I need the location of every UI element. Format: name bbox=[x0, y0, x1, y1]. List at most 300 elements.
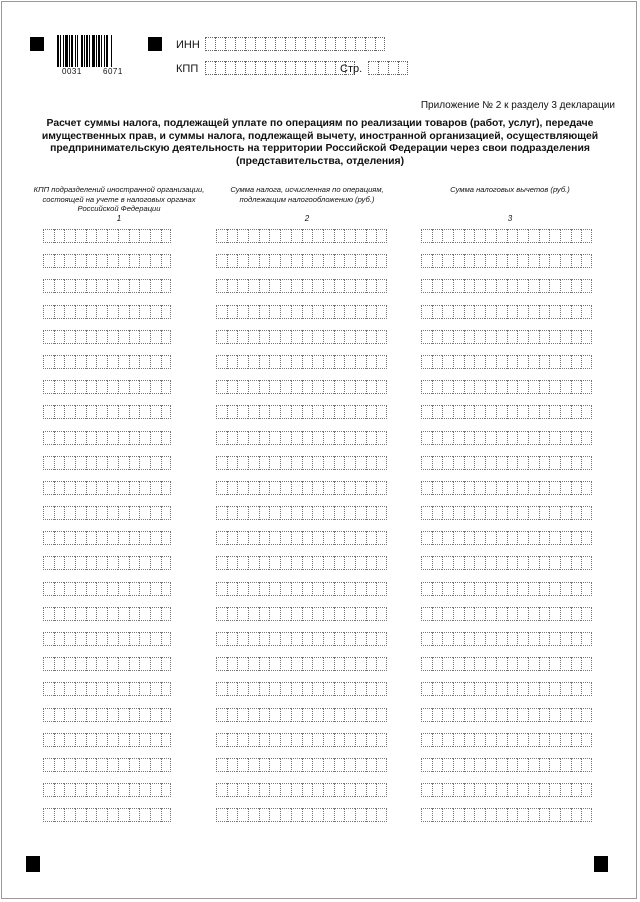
entry-cell[interactable] bbox=[280, 758, 291, 772]
entry-cell[interactable] bbox=[139, 506, 150, 520]
entry-cell[interactable] bbox=[312, 229, 323, 243]
entry-cell[interactable] bbox=[334, 657, 345, 671]
entry-cell[interactable] bbox=[376, 254, 387, 268]
entry-cell[interactable] bbox=[280, 279, 291, 293]
entry-cell[interactable] bbox=[442, 506, 453, 520]
entry-cell[interactable] bbox=[334, 758, 345, 772]
entry-cell[interactable] bbox=[64, 531, 75, 545]
entry-cell[interactable] bbox=[549, 254, 560, 268]
entry-cell[interactable] bbox=[269, 405, 280, 419]
column-2-entry-row[interactable] bbox=[216, 682, 387, 696]
entry-cell[interactable] bbox=[496, 808, 507, 822]
entry-cell[interactable] bbox=[528, 708, 539, 722]
entry-cell[interactable] bbox=[248, 229, 259, 243]
entry-cell[interactable] bbox=[161, 355, 172, 369]
entry-cell[interactable] bbox=[560, 506, 571, 520]
entry-cell[interactable] bbox=[86, 808, 97, 822]
entry-cell[interactable] bbox=[54, 758, 65, 772]
entry-cell[interactable] bbox=[485, 305, 496, 319]
entry-cell[interactable] bbox=[474, 657, 485, 671]
column-1-entry-row[interactable] bbox=[43, 733, 171, 747]
entry-cell[interactable] bbox=[442, 632, 453, 646]
column-1-entry-row[interactable] bbox=[43, 279, 171, 293]
entry-cell[interactable] bbox=[549, 305, 560, 319]
column-1-entry-row[interactable] bbox=[43, 380, 171, 394]
entry-cell[interactable] bbox=[432, 229, 443, 243]
entry-cell[interactable] bbox=[334, 506, 345, 520]
entry-cell[interactable] bbox=[344, 808, 355, 822]
entry-cell[interactable] bbox=[86, 355, 97, 369]
entry-cell[interactable] bbox=[344, 405, 355, 419]
entry-cell[interactable] bbox=[269, 355, 280, 369]
entry-cell[interactable] bbox=[161, 481, 172, 495]
entry-cell[interactable] bbox=[216, 783, 227, 797]
entry-cell[interactable] bbox=[517, 355, 528, 369]
entry-cell[interactable] bbox=[355, 330, 366, 344]
entry-cell[interactable] bbox=[507, 431, 518, 445]
entry-cell[interactable] bbox=[280, 607, 291, 621]
column-3-entry-row[interactable] bbox=[421, 783, 592, 797]
entry-cell[interactable] bbox=[227, 531, 238, 545]
entry-cell[interactable] bbox=[150, 380, 161, 394]
entry-cell[interactable] bbox=[421, 682, 432, 696]
entry-cell[interactable] bbox=[54, 783, 65, 797]
entry-cell[interactable] bbox=[474, 531, 485, 545]
column-3-entry-row[interactable] bbox=[421, 657, 592, 671]
entry-cell[interactable] bbox=[442, 556, 453, 570]
entry-cell[interactable] bbox=[474, 431, 485, 445]
entry-cell[interactable] bbox=[259, 632, 270, 646]
entry-cell[interactable] bbox=[129, 682, 140, 696]
entry-cell[interactable] bbox=[496, 657, 507, 671]
entry-cell[interactable] bbox=[302, 758, 313, 772]
entry-cell[interactable] bbox=[280, 531, 291, 545]
entry-cell[interactable] bbox=[216, 279, 227, 293]
entry-cell[interactable] bbox=[539, 431, 550, 445]
entry-cell[interactable] bbox=[96, 708, 107, 722]
entry-cell[interactable] bbox=[485, 531, 496, 545]
entry-cell[interactable] bbox=[571, 733, 582, 747]
entry-cell[interactable] bbox=[227, 556, 238, 570]
entry-cell[interactable] bbox=[464, 531, 475, 545]
entry-cell[interactable] bbox=[107, 380, 118, 394]
entry-cell[interactable] bbox=[269, 632, 280, 646]
entry-cell[interactable] bbox=[464, 682, 475, 696]
entry-cell[interactable] bbox=[517, 607, 528, 621]
entry-cell[interactable] bbox=[334, 682, 345, 696]
entry-cell[interactable] bbox=[96, 355, 107, 369]
column-2-entry-row[interactable] bbox=[216, 254, 387, 268]
entry-cell[interactable] bbox=[248, 355, 259, 369]
entry-cell[interactable] bbox=[227, 355, 238, 369]
entry-cell[interactable] bbox=[302, 808, 313, 822]
entry-cell[interactable] bbox=[571, 783, 582, 797]
entry-cell[interactable] bbox=[237, 279, 248, 293]
entry-cell[interactable] bbox=[118, 506, 129, 520]
entry-cell[interactable] bbox=[344, 582, 355, 596]
entry-cell[interactable] bbox=[161, 506, 172, 520]
entry-cell[interactable] bbox=[259, 607, 270, 621]
entry-cell[interactable] bbox=[118, 229, 129, 243]
entry-cell[interactable] bbox=[107, 607, 118, 621]
entry-cell[interactable] bbox=[129, 708, 140, 722]
column-1-entry-row[interactable] bbox=[43, 481, 171, 495]
entry-cell[interactable] bbox=[496, 330, 507, 344]
entry-cell[interactable] bbox=[571, 355, 582, 369]
entry-cell[interactable] bbox=[291, 808, 302, 822]
entry-cell[interactable] bbox=[227, 456, 238, 470]
entry-cell[interactable] bbox=[442, 783, 453, 797]
entry-cell[interactable] bbox=[421, 657, 432, 671]
column-3-entry-row[interactable] bbox=[421, 632, 592, 646]
entry-cell[interactable] bbox=[139, 708, 150, 722]
entry-cell[interactable] bbox=[161, 657, 172, 671]
entry-cell[interactable] bbox=[432, 783, 443, 797]
entry-cell[interactable] bbox=[237, 254, 248, 268]
entry-cell[interactable] bbox=[118, 657, 129, 671]
entry-cell[interactable] bbox=[118, 279, 129, 293]
entry-cell[interactable] bbox=[280, 481, 291, 495]
entry-cell[interactable] bbox=[64, 582, 75, 596]
entry-cell[interactable] bbox=[549, 355, 560, 369]
entry-cell[interactable] bbox=[549, 431, 560, 445]
entry-cell[interactable] bbox=[107, 531, 118, 545]
column-3-entry-row[interactable] bbox=[421, 708, 592, 722]
entry-cell[interactable] bbox=[496, 355, 507, 369]
entry-cell[interactable] bbox=[150, 708, 161, 722]
entry-cell[interactable] bbox=[507, 405, 518, 419]
entry-cell[interactable] bbox=[517, 531, 528, 545]
entry-cell[interactable] bbox=[539, 405, 550, 419]
entry-cell[interactable] bbox=[517, 733, 528, 747]
entry-cell[interactable] bbox=[421, 405, 432, 419]
entry-cell[interactable] bbox=[571, 758, 582, 772]
entry-cell[interactable] bbox=[129, 607, 140, 621]
entry-cell[interactable] bbox=[216, 708, 227, 722]
entry-cell[interactable] bbox=[496, 733, 507, 747]
entry-cell[interactable] bbox=[376, 229, 387, 243]
entry-cell[interactable] bbox=[312, 405, 323, 419]
entry-cell[interactable] bbox=[421, 531, 432, 545]
entry-cell[interactable] bbox=[280, 582, 291, 596]
entry-cell[interactable] bbox=[43, 607, 54, 621]
column-2-entry-row[interactable] bbox=[216, 808, 387, 822]
entry-cell[interactable] bbox=[442, 607, 453, 621]
entry-cell[interactable] bbox=[485, 254, 496, 268]
entry-cell[interactable] bbox=[442, 305, 453, 319]
entry-cell[interactable] bbox=[496, 254, 507, 268]
entry-cell[interactable] bbox=[75, 431, 86, 445]
entry-cell[interactable] bbox=[54, 305, 65, 319]
column-1-entry-row[interactable] bbox=[43, 330, 171, 344]
entry-cell[interactable] bbox=[474, 733, 485, 747]
entry-cell[interactable] bbox=[302, 632, 313, 646]
entry-cell[interactable] bbox=[54, 733, 65, 747]
entry-cell[interactable] bbox=[528, 355, 539, 369]
entry-cell[interactable] bbox=[107, 456, 118, 470]
entry-cell[interactable] bbox=[64, 254, 75, 268]
entry-cell[interactable] bbox=[64, 305, 75, 319]
entry-cell[interactable] bbox=[496, 305, 507, 319]
entry-cell[interactable] bbox=[107, 556, 118, 570]
entry-cell[interactable] bbox=[581, 582, 592, 596]
entry-cell[interactable] bbox=[129, 355, 140, 369]
entry-cell[interactable] bbox=[355, 556, 366, 570]
entry-cell[interactable] bbox=[474, 808, 485, 822]
entry-cell[interactable] bbox=[161, 531, 172, 545]
entry-cell[interactable] bbox=[432, 254, 443, 268]
entry-cell[interactable] bbox=[259, 355, 270, 369]
entry-cell[interactable] bbox=[64, 708, 75, 722]
entry-cell[interactable] bbox=[376, 481, 387, 495]
entry-cell[interactable] bbox=[96, 808, 107, 822]
entry-cell[interactable] bbox=[269, 506, 280, 520]
entry-cell[interactable] bbox=[496, 405, 507, 419]
entry-cell[interactable] bbox=[312, 808, 323, 822]
entry-cell[interactable] bbox=[259, 229, 270, 243]
entry-cell[interactable] bbox=[248, 758, 259, 772]
entry-cell[interactable] bbox=[248, 733, 259, 747]
entry-cell[interactable] bbox=[248, 305, 259, 319]
entry-cell[interactable] bbox=[376, 783, 387, 797]
entry-cell[interactable] bbox=[259, 708, 270, 722]
entry-cell[interactable] bbox=[216, 305, 227, 319]
entry-cell[interactable] bbox=[323, 254, 334, 268]
entry-cell[interactable] bbox=[291, 355, 302, 369]
entry-cell[interactable] bbox=[86, 758, 97, 772]
entry-cell[interactable] bbox=[96, 582, 107, 596]
entry-cell[interactable] bbox=[86, 330, 97, 344]
entry-cell[interactable] bbox=[485, 506, 496, 520]
entry-cell[interactable] bbox=[571, 456, 582, 470]
entry-cell[interactable] bbox=[355, 481, 366, 495]
entry-cell[interactable] bbox=[237, 682, 248, 696]
entry-cell[interactable] bbox=[376, 556, 387, 570]
entry-cell[interactable] bbox=[432, 456, 443, 470]
entry-cell[interactable] bbox=[581, 531, 592, 545]
entry-cell[interactable] bbox=[474, 254, 485, 268]
entry-cell[interactable] bbox=[528, 229, 539, 243]
entry-cell[interactable] bbox=[96, 481, 107, 495]
entry-cell[interactable] bbox=[302, 330, 313, 344]
entry-cell[interactable] bbox=[129, 330, 140, 344]
entry-cell[interactable] bbox=[291, 708, 302, 722]
entry-cell[interactable] bbox=[312, 632, 323, 646]
entry-cell[interactable] bbox=[86, 405, 97, 419]
entry-cell[interactable] bbox=[474, 305, 485, 319]
column-3-entry-row[interactable] bbox=[421, 431, 592, 445]
entry-cell[interactable] bbox=[581, 229, 592, 243]
entry-cell[interactable] bbox=[237, 431, 248, 445]
entry-cell[interactable] bbox=[560, 431, 571, 445]
entry-cell[interactable] bbox=[312, 758, 323, 772]
entry-cell[interactable] bbox=[129, 279, 140, 293]
entry-cell[interactable] bbox=[571, 657, 582, 671]
entry-cell[interactable] bbox=[366, 279, 377, 293]
entry-cell[interactable] bbox=[75, 229, 86, 243]
entry-cell[interactable] bbox=[581, 682, 592, 696]
entry-cell[interactable] bbox=[43, 808, 54, 822]
column-2-entry-row[interactable] bbox=[216, 431, 387, 445]
entry-cell[interactable] bbox=[464, 380, 475, 394]
entry-cell[interactable] bbox=[323, 708, 334, 722]
entry-cell[interactable] bbox=[269, 657, 280, 671]
entry-cell[interactable] bbox=[366, 380, 377, 394]
entry-cell[interactable] bbox=[248, 380, 259, 394]
column-2-entry-row[interactable] bbox=[216, 330, 387, 344]
entry-cell[interactable] bbox=[54, 708, 65, 722]
entry-cell[interactable] bbox=[86, 733, 97, 747]
entry-cell[interactable] bbox=[517, 279, 528, 293]
entry-cell[interactable] bbox=[464, 431, 475, 445]
entry-cell[interactable] bbox=[302, 355, 313, 369]
entry-cell[interactable] bbox=[539, 330, 550, 344]
entry-cell[interactable] bbox=[549, 682, 560, 696]
entry-cell[interactable] bbox=[64, 380, 75, 394]
entry-cell[interactable] bbox=[291, 783, 302, 797]
column-1-entry-row[interactable] bbox=[43, 556, 171, 570]
entry-cell[interactable] bbox=[464, 582, 475, 596]
entry-cell[interactable] bbox=[496, 229, 507, 243]
entry-cell[interactable] bbox=[150, 305, 161, 319]
entry-cell[interactable] bbox=[259, 556, 270, 570]
entry-cell[interactable] bbox=[161, 405, 172, 419]
entry-cell[interactable] bbox=[64, 607, 75, 621]
entry-cell[interactable] bbox=[344, 380, 355, 394]
entry-cell[interactable] bbox=[248, 254, 259, 268]
entry-cell[interactable] bbox=[280, 682, 291, 696]
entry-cell[interactable] bbox=[517, 783, 528, 797]
entry-cell[interactable] bbox=[442, 657, 453, 671]
entry-cell[interactable] bbox=[139, 556, 150, 570]
entry-cell[interactable] bbox=[75, 305, 86, 319]
entry-cell[interactable] bbox=[442, 733, 453, 747]
entry-cell[interactable] bbox=[355, 305, 366, 319]
entry-cell[interactable] bbox=[344, 657, 355, 671]
entry-cell[interactable] bbox=[54, 607, 65, 621]
column-3-entry-row[interactable] bbox=[421, 380, 592, 394]
entry-cell[interactable] bbox=[96, 431, 107, 445]
entry-cell[interactable] bbox=[376, 607, 387, 621]
entry-cell[interactable] bbox=[75, 456, 86, 470]
entry-cell[interactable] bbox=[269, 758, 280, 772]
entry-cell[interactable] bbox=[560, 733, 571, 747]
entry-cell[interactable] bbox=[323, 279, 334, 293]
entry-cell[interactable] bbox=[432, 556, 443, 570]
entry-cell[interactable] bbox=[421, 355, 432, 369]
entry-cell[interactable] bbox=[248, 531, 259, 545]
entry-cell[interactable] bbox=[269, 456, 280, 470]
entry-cell[interactable] bbox=[442, 254, 453, 268]
entry-cell[interactable] bbox=[139, 405, 150, 419]
entry-cell[interactable] bbox=[485, 783, 496, 797]
column-1-entry-row[interactable] bbox=[43, 531, 171, 545]
entry-cell[interactable] bbox=[421, 279, 432, 293]
entry-cell[interactable] bbox=[366, 305, 377, 319]
column-3-entry-row[interactable] bbox=[421, 330, 592, 344]
entry-cell[interactable] bbox=[581, 733, 592, 747]
entry-cell[interactable] bbox=[75, 708, 86, 722]
entry-cell[interactable] bbox=[474, 556, 485, 570]
entry-cell[interactable] bbox=[216, 456, 227, 470]
entry-cell[interactable] bbox=[323, 229, 334, 243]
entry-cell[interactable] bbox=[161, 456, 172, 470]
entry-cell[interactable] bbox=[517, 808, 528, 822]
entry-cell[interactable] bbox=[43, 758, 54, 772]
entry-cell[interactable] bbox=[248, 279, 259, 293]
entry-cell[interactable] bbox=[539, 758, 550, 772]
entry-cell[interactable] bbox=[560, 582, 571, 596]
entry-cell[interactable] bbox=[453, 531, 464, 545]
entry-cell[interactable] bbox=[248, 456, 259, 470]
entry-cell[interactable] bbox=[96, 405, 107, 419]
entry-cell[interactable] bbox=[539, 682, 550, 696]
entry-cell[interactable] bbox=[64, 405, 75, 419]
entry-cell[interactable] bbox=[161, 632, 172, 646]
entry-cell[interactable] bbox=[432, 405, 443, 419]
entry-cell[interactable] bbox=[150, 355, 161, 369]
entry-cell[interactable] bbox=[560, 481, 571, 495]
entry-cell[interactable] bbox=[344, 531, 355, 545]
entry-cell[interactable] bbox=[280, 783, 291, 797]
page-number-field[interactable] bbox=[368, 61, 408, 75]
column-3-entry-row[interactable] bbox=[421, 531, 592, 545]
entry-cell[interactable] bbox=[549, 582, 560, 596]
entry-cell[interactable] bbox=[442, 531, 453, 545]
entry-cell[interactable] bbox=[54, 808, 65, 822]
entry-cell[interactable] bbox=[323, 582, 334, 596]
entry-cell[interactable] bbox=[54, 405, 65, 419]
entry-cell[interactable] bbox=[355, 783, 366, 797]
column-1-entry-row[interactable] bbox=[43, 657, 171, 671]
entry-cell[interactable] bbox=[302, 556, 313, 570]
entry-cell[interactable] bbox=[581, 431, 592, 445]
entry-cell[interactable] bbox=[560, 808, 571, 822]
entry-cell[interactable] bbox=[43, 431, 54, 445]
entry-cell[interactable] bbox=[237, 632, 248, 646]
entry-cell[interactable] bbox=[248, 506, 259, 520]
entry-cell[interactable] bbox=[118, 305, 129, 319]
entry-cell[interactable] bbox=[107, 279, 118, 293]
entry-cell[interactable] bbox=[237, 506, 248, 520]
entry-cell[interactable] bbox=[161, 330, 172, 344]
entry-cell[interactable] bbox=[129, 632, 140, 646]
column-1-entry-row[interactable] bbox=[43, 456, 171, 470]
entry-cell[interactable] bbox=[571, 330, 582, 344]
entry-cell[interactable] bbox=[269, 531, 280, 545]
entry-cell[interactable] bbox=[581, 607, 592, 621]
entry-cell[interactable] bbox=[581, 506, 592, 520]
entry-cell[interactable] bbox=[150, 808, 161, 822]
entry-cell[interactable] bbox=[129, 758, 140, 772]
entry-cell[interactable] bbox=[280, 733, 291, 747]
entry-cell[interactable] bbox=[161, 783, 172, 797]
entry-cell[interactable] bbox=[496, 506, 507, 520]
entry-cell[interactable] bbox=[227, 582, 238, 596]
entry-cell[interactable] bbox=[376, 456, 387, 470]
entry-cell[interactable] bbox=[334, 456, 345, 470]
entry-cell[interactable] bbox=[248, 682, 259, 696]
entry-cell[interactable] bbox=[139, 531, 150, 545]
entry-cell[interactable] bbox=[366, 431, 377, 445]
entry-cell[interactable] bbox=[291, 531, 302, 545]
entry-cell[interactable] bbox=[528, 733, 539, 747]
entry-cell[interactable] bbox=[560, 708, 571, 722]
entry-cell[interactable] bbox=[312, 582, 323, 596]
entry-cell[interactable] bbox=[366, 783, 377, 797]
entry-cell[interactable] bbox=[259, 305, 270, 319]
entry-cell[interactable] bbox=[291, 657, 302, 671]
